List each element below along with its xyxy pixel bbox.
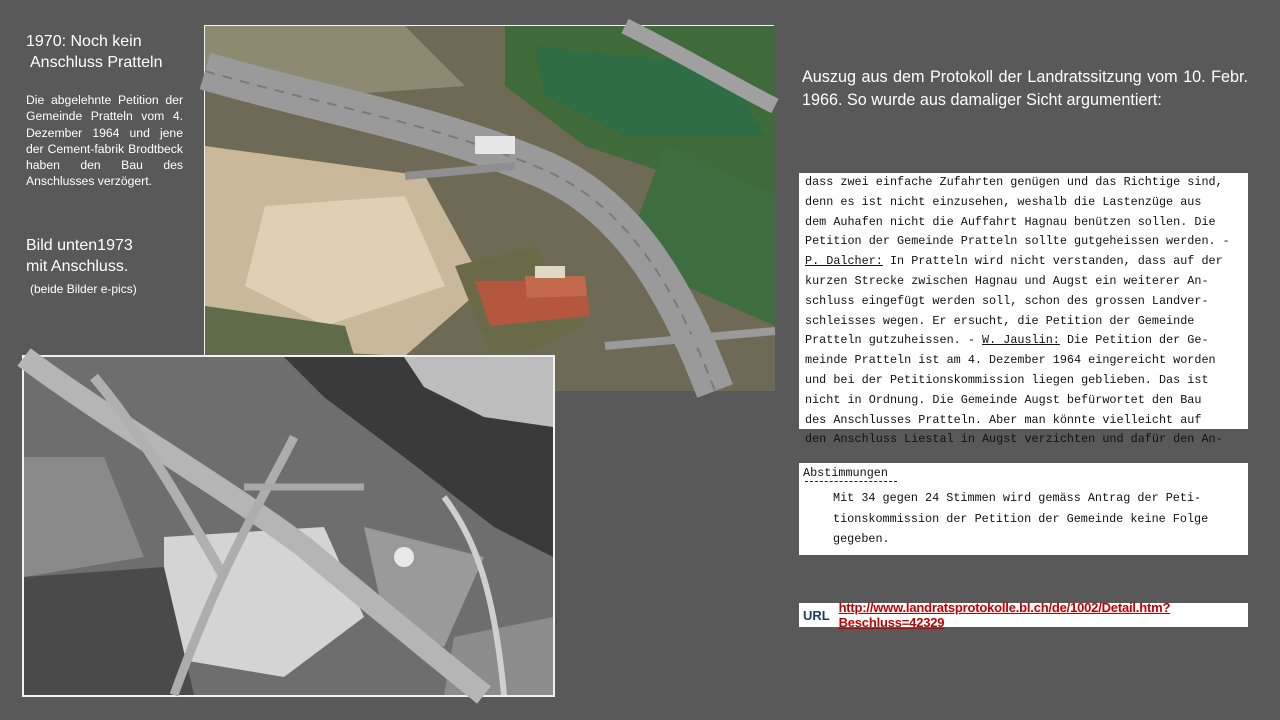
divider	[805, 481, 897, 482]
protocol-line: denn es ist nicht einzusehen, weshalb die Lastenzüge aus	[805, 194, 1202, 209]
title-line-1: 1970: Noch kein	[26, 33, 142, 50]
photo-credit: (beide Bilder e-pics)	[30, 282, 137, 296]
url-label: URL	[803, 607, 830, 623]
protocol-line: dass zwei einfache Zufahrten genügen und das Richtige sind,	[805, 175, 1223, 189]
aerial-photo-1970	[204, 25, 774, 390]
excerpt-heading: Auszug aus dem Protokoll der Landratssitzung vom 10. Febr. 1966. So wurde aus damaliger Sicht argumentiert:	[802, 68, 1248, 109]
protocol-line: meinde Pratteln ist am 4. Dezember 1964 eingereicht worden	[805, 353, 1216, 368]
protocol-line: Petition der Gemeinde Pratteln sollte gutgeheissen werden. -	[805, 234, 1230, 249]
caption-line-2: mit Anschluss.	[26, 258, 129, 275]
vote-text: Mit 34 gegen 24 Stimmen wird gemäss Antrag der Peti- tionskommission der Petition der Gemeinde keine Folge gegeben.	[833, 491, 1209, 546]
protocol-line: den Anschluss Liestal in Augst verzichten und dafür den An-	[805, 432, 1223, 447]
vote-title: Abstimmungen	[803, 466, 888, 480]
photo-caption	[26, 235, 196, 277]
protocol-line: und bei der Petitionskommission liegen geblieben. Das ist	[805, 372, 1209, 387]
protocol-line: schleisses wegen. Er ersucht, die Petition der Gemeinde	[805, 313, 1195, 328]
speaker-name: P. Dalcher:	[805, 254, 883, 269]
url-box	[799, 600, 1248, 630]
protocol-line: dem Auhafen nicht die Auffahrt Hagnau benützen sollen. Die	[805, 214, 1216, 229]
protocol-line: des Anschlusses Pratteln. Aber man könnte vielleicht auf	[805, 412, 1202, 427]
vote-result	[799, 463, 1248, 555]
description-text: Die abgelehnte Petition der Gemeinde Pratteln vom 4. Dezember 1964 und jene der Cement-fabrik Brodtbeck haben den Bau des Anschlusses verzögert.	[26, 93, 183, 189]
speaker-name: W. Jauslin:	[982, 333, 1060, 348]
protocol-line: Pratteln gutzuheissen. - W. Jauslin: Die Petition der Ge-	[805, 333, 1209, 348]
protocol-line: schluss eingefügt werden soll, schon des grossen Landver-	[805, 293, 1209, 308]
slide-title	[26, 31, 196, 73]
title-line-2: Anschluss Pratteln	[30, 54, 163, 71]
protocol-line: P. Dalcher: In Pratteln wird nicht verstanden, dass auf der	[805, 254, 1223, 269]
source-link[interactable]: http://www.landratsprotokolle.bl.ch/de/1002/Detail.htm?Beschluss=42329	[838, 600, 1171, 630]
protocol-line: kurzen Strecke zwischen Hagnau und Augst ein weiterer An-	[805, 273, 1209, 288]
aerial-photo-1973	[22, 355, 555, 697]
caption-line-1: Bild unten1973	[26, 237, 133, 254]
protocol-line: nicht in Ordnung. Die Gemeinde Augst befürwortet den Bau	[805, 392, 1202, 407]
protocol-excerpt	[799, 173, 1248, 447]
